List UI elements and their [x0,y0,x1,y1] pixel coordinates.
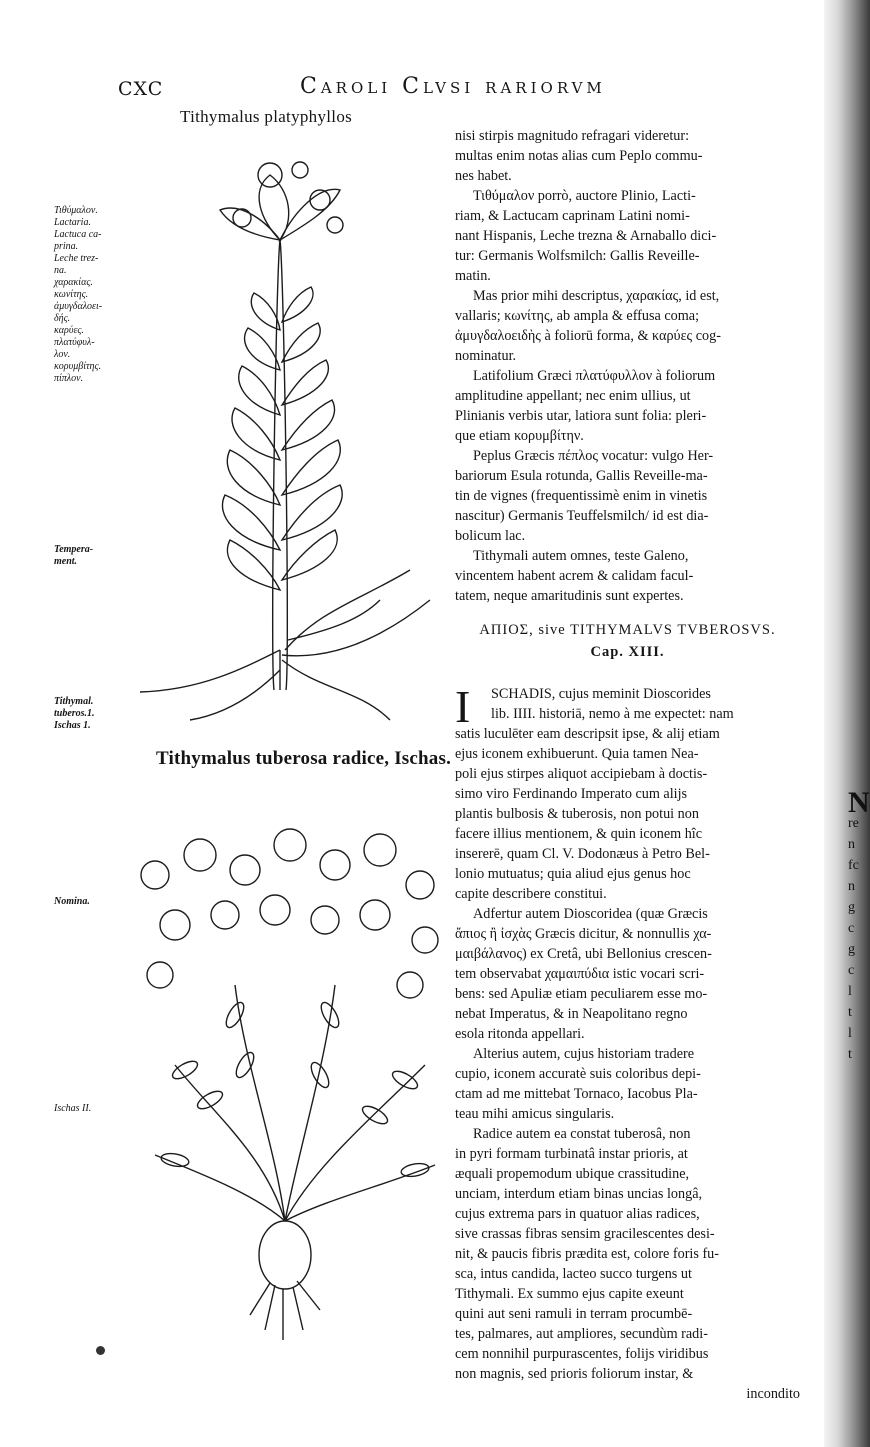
body-line: Peplus Græcis πέπλος vocatur: vulgo Her- [473,448,714,464]
chapter-heading: ΑΠΙΟΣ, sive TITHYMALVS TVBEROSVS. [479,622,776,638]
body-line: matin. [455,268,491,284]
margin-note-ischas-2: Ischas II. [54,1103,92,1114]
body-line: bolicum lac. [455,528,526,544]
body-line: plantis bulbosis & tuberosis, non potui non [455,806,699,822]
body-line: nascitur) Germanis Teuffelsmilch/ id est dia- [455,508,709,524]
margin-note-names: Τιθύμαλον. Lactaria. Lactuca ca- prina. Leche trez- na. χαρακίας. κωνίτης. ἀμυγδαλοει- δής. καρύες. πλατύφυλ- λον. κορυμβίτης. πίπλον. [54,205,103,384]
page-header [0,74,820,104]
body-line: cem nonnihil purpurascentes, folijs viridibus [455,1346,709,1362]
body-line: Plinianis verbis utar, latiora sunt folia: pleri- [455,408,707,424]
facing-page-fragment: N re n fc n g c g c l t l t [848,786,870,1062]
body-line: satis luculēter eam descripsit ipse, & alij etiam [455,726,720,742]
body-line: riam, & Lactucam caprinam Latini nomi- [455,208,690,224]
body-line: in pyri formam turbinatâ instar prioris, at [455,1146,688,1162]
plant-illustration-tithymalus-tuberosus-icon [125,815,460,1360]
body-line: simo viro Ferdinando Imperato cum alijs [455,786,688,802]
folio-number: CXC [118,78,164,100]
body-line: capite describere constitui. [455,886,607,902]
body-line: que etiam κορυμβίτην. [455,428,584,444]
body-line: poli ejus stirpes aliquot accipiebam à doctis- [455,766,708,782]
body-line: lib. IIII. historiā, nemo à me expectet: nam [491,706,734,722]
body-line: nit, & paucis fibris prædita est, colore foris fu- [455,1246,719,1262]
body-line: Tithymali. Ex summo ejus capite exeunt [455,1286,684,1302]
body-line: ἀμυγδαλοειδὴς à foliorū forma, & καρύες cog- [455,328,721,344]
body-line: vallaris; κωνίτης, ab ampla & effusa coma; [455,308,700,324]
body-line: vincentem habent acrem & calidam facul- [455,568,694,584]
body-line: Tithymali autem omnes, teste Galeno, [473,548,689,564]
body-line: tem observabat χαμαιπύδια istic vocari scri- [455,966,705,982]
margin-note-temperament: Tempera- ment. [54,544,94,567]
body-line: bens: sed Apuliæ etiam peculiarem esse mo- [455,986,708,1002]
body-line: unciam, interdum etiam binas uncias longâ, [455,1186,703,1202]
body-line: nant Hispanis, Leche trezna & Arnaballo dici- [455,228,717,244]
body-line: non magnis, sed prioris foliorum instar, & [455,1366,694,1382]
plant-illustration-tithymalus-platyphyllos-icon [130,130,450,730]
body-line: sca, intus candida, lacteo succo turgens ut [455,1266,692,1282]
body-line: bariorum Esula rotunda, Gallis Reveille-ma- [455,468,708,484]
body-line: ctam ad me mittebat Tornaco, Iacobus Pla- [455,1086,698,1102]
body-line: Adfertur autem Dioscoridea (quæ Græcis [473,906,708,922]
body-line: Τιθύμαλον porrò, auctore Plinio, Lacti- [473,188,696,204]
body-line: SCHADIS, cujus meminit Dioscorides [491,686,711,702]
body-line: Alterius autem, cujus historiam tradere [473,1046,695,1062]
body-line: insererē, quam Cl. V. Dodonæus à Petro Bel- [455,846,710,862]
body-line: teau mihi amicus singularis. [455,1106,615,1122]
margin-note-tithymal-tuberosus: Tithymal. tuberos.1. Ischas 1. [54,696,95,731]
body-line: nisi stirpis magnitudo refragari videretur: [455,128,690,144]
body-line: amplitudine appellant; nec enim ullius, ut [455,388,691,404]
body-line: tes, palmares, aut ampliores, secundùm radi- [455,1326,708,1342]
body-line: tin de vignes (frequentissimè enim in vinetis [455,488,708,504]
body-line: sive crassas fibras sensim gracilescentes desi- [455,1226,715,1242]
body-line: esola ritonda appellari. [455,1026,585,1042]
body-line: tur: Germanis Wolfsmilch: Gallis Reveille- [455,248,700,264]
body-line: æquali propemodum ubique crassitudine, [455,1166,690,1182]
drop-capital: I [455,681,471,732]
margin-note-nomina: Nomina. [54,896,90,907]
body-line: nebat Imperatus, & in Neapolitano regno [455,1006,688,1022]
ink-smudge [96,1346,105,1355]
body-line: cujus extrema pars in quatuor alias radices, [455,1206,700,1222]
body-line: nes habet. [455,168,512,184]
catchword: inconditо [746,1386,800,1402]
body-line: Latifolium Græci πλατύφυλλον à foliorum [473,368,716,384]
body-line: cupio, iconem accuratè suis coloribus depi- [455,1066,701,1082]
facing-page-edge [824,0,870,1447]
figure-caption-2: Tithymalus tuberosa radice, Ischas. [156,748,452,769]
body-line: multas enim notas alias cum Peplo commu- [455,148,703,164]
figure-caption-1: Tithymalus platyphyllos [180,107,353,126]
body-line: ἄπιος ἢ ἰσχὰς Græcis dicitur, & nonnullis χα- [455,926,712,942]
body-line: μαιβάλανος) ex Cretâ, ubi Bellonius crescen- [455,946,712,962]
body-line: quini aut seni ramuli in terram procumbē- [455,1306,693,1322]
running-title: Caroli Clvsi rariorvm [300,74,606,99]
body-line: ejus iconem exhibuerunt. Quia tamen Nea- [455,746,699,762]
body-line: tatem, neque amaritudinis sunt expertes. [455,588,684,604]
body-line: lonio mutuatus; quia aliud ejus genus hoc [455,866,691,882]
body-line: Radice autem ea constat tuberosâ, non [473,1126,691,1142]
body-line: facere illius mentionem, & quin iconem hîc [455,826,703,842]
chapter-number: Cap. XIII. [590,644,665,660]
body-line: nominatur. [455,348,517,364]
body-line: Mas prior mihi descriptus, χαρακίας, id est, [473,288,720,304]
